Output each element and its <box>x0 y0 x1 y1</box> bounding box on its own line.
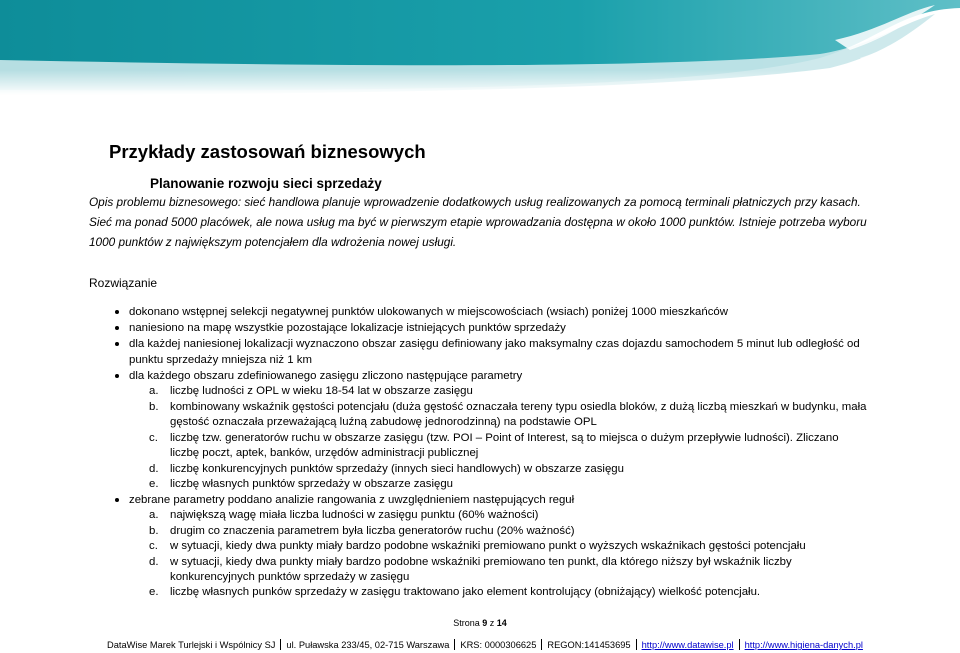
page-number: Strona 9 z 14 <box>453 618 507 628</box>
footer-divider <box>454 639 455 650</box>
footer-divider <box>541 639 542 650</box>
list-item: b. drugim co znaczenia parametrem była liczba generatorów ruchu (20% ważność) <box>149 524 575 537</box>
list-item: e. liczbę własnych punków sprzedaży w zasięgu traktowano jako element kontrolujący (obniżający) wielkość potencjału. <box>149 586 761 599</box>
company-address: ul. Puławska 233/45, 02-715 Warszawa <box>286 640 450 650</box>
footer-divider <box>739 639 740 650</box>
higiena-danych-link[interactable]: http://www.higiena-danych.pl <box>744 640 863 650</box>
list-item: dokonano wstępnej selekcji negatywnej punktów ulokowanych w miejscowościach (wsiach) poniżej 1000 mieszkańców <box>0 305 960 321</box>
parameters-list <box>129 384 870 492</box>
page-title: Przykłady zastosowań biznesowych <box>109 141 426 162</box>
list-item: dla każdej naniesionej lokalizacji wyznaczono obszar zasięgu definiowany jako maksymalny czas dojazdu samochodem 5 minut lub odległość od punktu sprzedaży mniejsza niż 1 km <box>0 337 960 368</box>
list-item: e. liczbę własnych punktów sprzedaży w obszarze zasięgu <box>149 477 454 490</box>
list-item: a. liczbę ludności z OPL w wieku 18-54 lat w obszarze zasięgu <box>149 385 473 398</box>
company-name: DataWise Marek Turlejski i Wspólnicy SJ <box>107 640 276 650</box>
list-item: c. liczbę tzw. generatorów ruchu w obszarze zasięgu (tzw. POI – Point of Interest, są to miejsca o dużym przepływie ludności). Zliczano liczbę poczt, aptek, banków, urzędów administracji publicznej <box>149 431 839 460</box>
company-krs: KRS: 0000306625 <box>460 640 537 650</box>
list-item: c. w sytuacji, kiedy dwa punkty miały bardzo podobne wskaźniki premiowano punkt o wyższych wskaźnikach gęstości potencjału <box>149 540 806 553</box>
list-item: d. w sytuacji, kiedy dwa punkty miały bardzo podobne wskaźniki premiowano ten punkt, dla którego niższy był wskaźnik liczby konkurencyjnych punktów sprzedaży w zasięgu <box>149 555 792 584</box>
problem-description: Opis problemu biznesowego: sieć handlowa planuje wprowadzenie dodatkowych usług realizowanych za pomocą terminali płatniczych przy kasach. Sieć ma ponad 5000 placówek, ale nowa usług ma być w pierwszym etapie wprowadzania dostępna w około 1000 punktów. Istnieje potrzeba wyboru 1000 punktów z największym potencjałem dla wdrożenia nowej usługi. <box>89 195 867 249</box>
section-subtitle: Planowanie rozwoju sieci sprzedaży <box>150 176 382 191</box>
list-item: dla każdego obszaru zdefiniowanego zasięgu zliczono następujące parametry a. liczbę ludności z OPL w wieku 18-54 lat w obszarze zasięgu b. kombinowany wskaźnik gęstości potencjału (duża gęstość oznaczała tereny typu osiedla bloków, z dużą liczbą mieszkań w budynku, mała gęstość oznaczała przeważającą luźną zabudowę jednorodzinną) na podstawie OPL c. liczbę tzw. generatorów ruchu w obszarze zasięgu (tzw. POI – Point of Interest, są to miejsca o dużym przepływie ludności). Zliczano liczbę poczt, aptek, banków, urzędów administracji publicznej d. liczbę konkurencyjnych punktów sprzedaży (innych sieci handlowych) w obszarze zasięgu e. liczbę własnych punktów sprzedaży w obszarze zasięgu <box>0 369 960 492</box>
wave-banner-graphic <box>0 0 960 95</box>
solution-steps <box>0 305 960 601</box>
rules-list <box>129 508 870 600</box>
list-item: a. największą wagę miała liczba ludności w zasięgu punktu (60% ważności) <box>149 509 539 522</box>
solution-content <box>0 305 960 601</box>
solution-label: Rozwiązanie <box>89 276 158 290</box>
header-banner <box>0 0 960 95</box>
footer-divider <box>636 639 637 650</box>
footer-divider <box>280 639 281 650</box>
list-item: b. kombinowany wskaźnik gęstości potencjału (duża gęstość oznaczała tereny typu osiedla bloków, z dużą liczbą mieszkań w budynku, mała gęstość oznaczała przeważającą luźną zabudowę jednorodzinną) na podstawie OPL <box>149 400 867 429</box>
company-regon: REGON:141453695 <box>547 640 631 650</box>
company-footer <box>107 639 863 650</box>
list-item: naniesiono na mapę wszystkie pozostające lokalizacje istniejących punktów sprzedaży <box>0 321 960 337</box>
list-item: zebrane parametry poddano analizie rangowania z uwzględnieniem następujących reguł a. największą wagę miała liczba ludności w zasięgu punktu (60% ważności) b. drugim co znaczenia parametrem była liczba generatorów ruchu (20% ważność) c. w sytuacji, kiedy dwa punkty miały bardzo podobne wskaźniki premiowano punkt o wyższych wskaźnikach gęstości potencjału d. w sytuacji, kiedy dwa punkty miały bardzo podobne wskaźniki premiowano ten punkt, dla którego niższy był wskaźnik liczby konkurencyjnych punktów sprzedaży w zasięgu e. liczbę własnych punków sprzedaży w zasięgu traktowano jako element kontrolujący (obniżający) wielkość potencjału. <box>0 493 960 601</box>
list-item: d. liczbę konkurencyjnych punktów sprzedaży (innych sieci handlowych) w obszarze zasięgu <box>149 462 624 475</box>
datawise-link[interactable]: http://www.datawise.pl <box>641 640 734 650</box>
